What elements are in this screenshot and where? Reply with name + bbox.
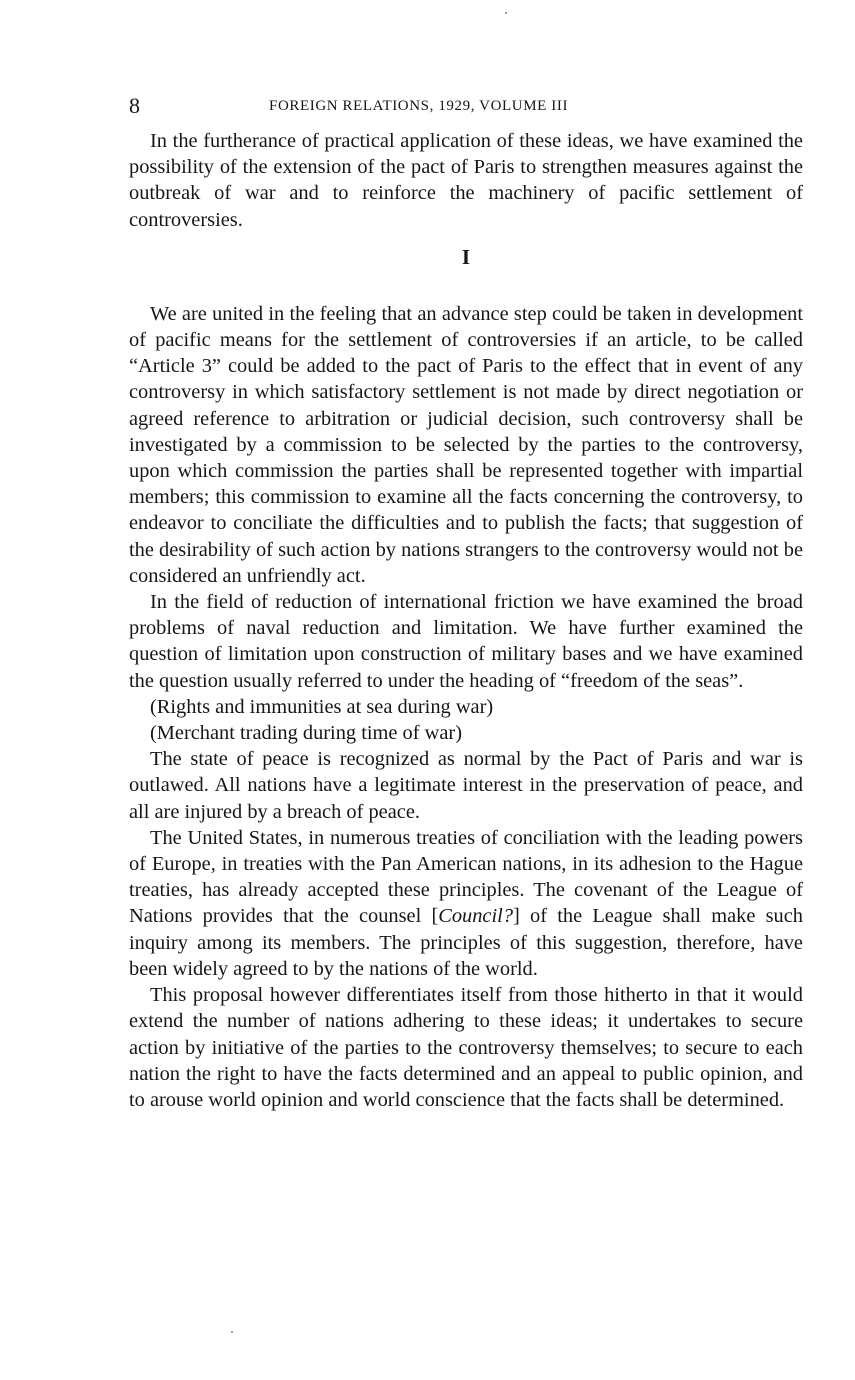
running-header bbox=[129, 92, 803, 120]
united-states-text-part1: The United States, in numerous treaties of conciliation with the leading powers of Europe, in treaties with the Pan American nations, in its adhesion to the Hague treaties, has already accepted these principles. The covenant of the League of Nations provides that the counsel [ bbox=[129, 826, 803, 928]
united-states-paragraph bbox=[129, 825, 803, 982]
page-number: 8 bbox=[129, 93, 140, 118]
speck-top bbox=[505, 12, 507, 14]
friction-paragraph: In the field of reduction of international friction we have examined the broad problems of naval reduction and limitation. We have further examined the question of limitation upon construction of military bases and we have examined the question usually referred to under the heading of “freedom of the seas”. bbox=[129, 591, 803, 692]
speck-bottom bbox=[231, 1331, 233, 1333]
intro-paragraph: In the furtherance of practical application of these ideas, we have examined the possibility of the extension of the pact of Paris to strengthen measures against the outbreak of war and to reinforce the machinery of pacific settlement of controversies. bbox=[129, 130, 803, 231]
rights-line: (Rights and immunities at sea during war) bbox=[150, 695, 494, 718]
peace-paragraph: The state of peace is recognized as normal by the Pact of Paris and war is outlawed. All nations have a legitimate interest in the preservation of peace, and all are injured by a breach of peace. bbox=[129, 748, 803, 823]
article3-paragraph: We are united in the feeling that an advance step could be taken in development of pacific means for the settlement of controversies if an article, to be called “Article 3” could be added to the pact of Paris to the effect that in event of any controversy in which satisfactory settlement is not made by direct negotiation or agreed reference to arbitration or judicial decision, such controversy shall be investigated by a commission to be selected by the parties to the controversy, upon which commission the parties shall be represented together with impartial members; this commission to examine all the facts concerning the controversy, to endeavor to conciliate the difficulties and to publish the facts; that suggestion of the desirability of such action by nations strangers to the controversy would not be considered an unfriendly act. bbox=[129, 302, 803, 587]
section-heading: I bbox=[461, 244, 471, 269]
header-title: FOREIGN RELATIONS, 1929, VOLUME III bbox=[269, 98, 569, 114]
proposal-paragraph: This proposal however differentiates itself from those hitherto in that it would extend the number of nations adhering to these ideas; it undertakes to secure action by initiative of the parties to the controversy themselves; to secure to each nation the right to have the facts determined and an appeal to public opinion, and to arouse world opinion and world conscience that the facts shall be determined. bbox=[129, 984, 803, 1111]
united-states-text-part2: ] of the League shall make such inquiry among its members. The principles of this suggestion, therefore, have been widely agreed to by the nations of the world. bbox=[129, 905, 803, 980]
merchant-line: (Merchant trading during time of war) bbox=[150, 722, 462, 745]
document-page bbox=[129, 92, 803, 1113]
editorial-note: Council? bbox=[438, 905, 514, 928]
